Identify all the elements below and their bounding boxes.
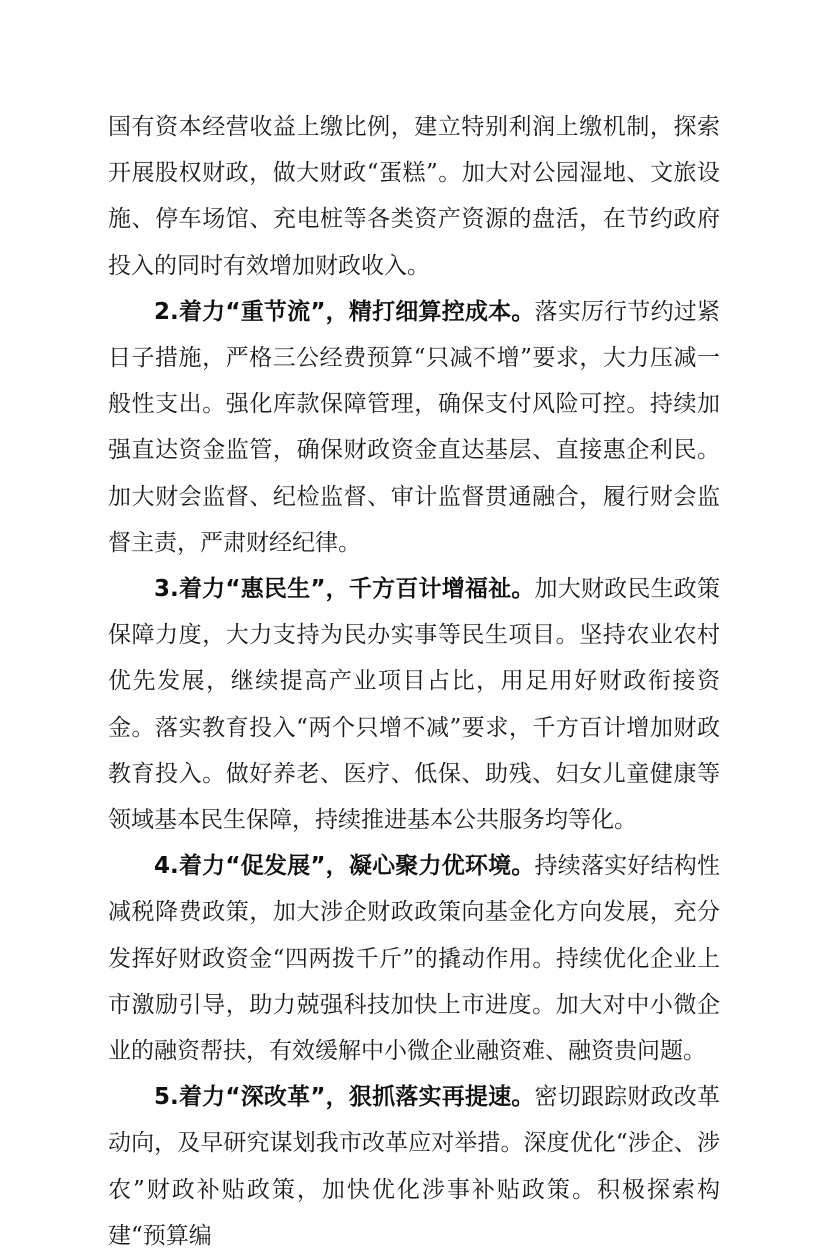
- paragraph-2: [108, 289, 720, 566]
- paragraph-4: [108, 843, 720, 1074]
- paragraph-3: [108, 566, 720, 843]
- section-heading-2: 2.着力“重节流”，精打细算控成本。: [154, 298, 535, 325]
- paragraph-4-body: 持续落实好结构性减税降费政策，加大涉企财政政策向基金化方向发展，充分发挥好财政资金“四两拨千斤”的撬动作用。持续优化企业上市激励引导，助力兢强科技加快上市进度。加大对中小微企业的融资帮扶，有效缓解中小微企业融资难、融资贵问题。: [108, 853, 720, 1065]
- paragraph-5: [108, 1074, 720, 1259]
- paragraph-3-body: 加大财政民生政策保障力度，大力支持为民办实事等民生项目。坚持农业农村优先发展，继续提高产业项目占比，用足用好财政衔接资金。落实教育投入“两个只增不减”要求，千方百计增加财政教育投入。做好养老、医疗、低保、助残、妇女儿童健康等领域基本民生保障，持续推进基本公共服务均等化。: [108, 576, 720, 834]
- section-heading-3: 3.着力“惠民生”，千方百计增福祉。: [154, 576, 535, 603]
- section-heading-5: 5.着力“深改革”，狠抓落实再提速。: [154, 1084, 535, 1111]
- document-body: [108, 104, 720, 1259]
- paragraph-1-body: 国有资本经营收益上缴比例，建立特别利润上缴机制，探索开展股权财政，做大财政“蛋糕”。加大对公园湿地、文旅设施、停车场馆、充电桩等各类资产资源的盘活，在节约政府投入的同时有效增加财政收入。: [108, 114, 720, 279]
- paragraph-1: [108, 104, 720, 289]
- paragraph-2-body: 落实厉行节约过紧日子措施，严格三公经费预算“只减不增”要求，大力压减一般性支出。强化库款保障管理，确保支付风险可控。持续加强直达资金监管，确保财政资金直达基层、直接惠企利民。加大财会监督、纪检监督、审计监督贯通融合，履行财会监督主责，严肃财经纪律。: [108, 298, 720, 556]
- section-heading-4: 4.着力“促发展”，凝心聚力优环境。: [154, 853, 535, 880]
- paragraph-5-body: 密切跟踪财政改革动向，及早研究谋划我市改革应对举措。深度优化“涉企、涉农”财政补贴政策，加快优化涉事补贴政策。积极探索构建“预算编: [108, 1084, 720, 1249]
